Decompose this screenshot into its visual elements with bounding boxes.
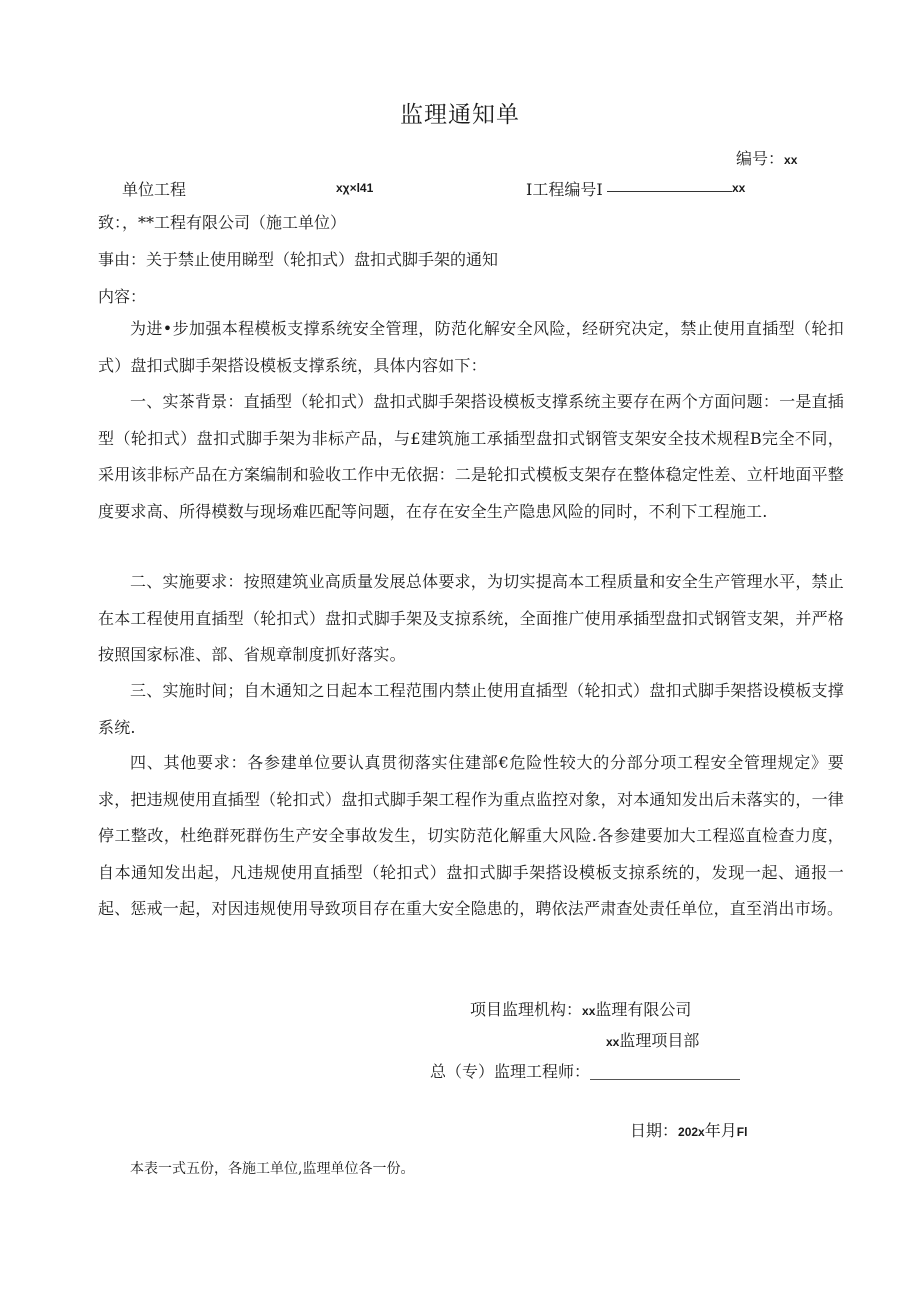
paragraph-requirements: 二、实施要求：按照建筑业高质量发展总体要求，为切实提高本工程质量和安全生产管理水平，禁止在本工程使用直插型（轮扣式）盘扣式脚手架及支掠系统，全面推广使用承插型盘扣式钢管支架，并严格按照国家标准、部、省规章制度抓好落实。 [98,572,844,664]
addressee-line: 致：，**工程有限公司（施工单位） [98,213,347,232]
date-label: 日期： [630,1121,679,1140]
date-year: 202x [678,1125,705,1139]
date-suffix: 年月 [704,1121,737,1140]
paragraph-intro: 为进•步加强本程模板支撑系统安全管理，防范化解安全风险，经研究决定，禁止使用直插型（轮扣式）盘扣式脚手架搭设模板支撑系统，具体内容如下： [98,319,844,375]
supervision-dept-name: 监理项目部 [619,1031,700,1050]
unit-project-label: 单位工程 [122,180,187,199]
subject-line: 事由：关于禁止使用睇型（轮扣式）盘扣式脚手架的通知 [98,250,499,269]
date-tail: Fl [736,1125,748,1139]
chief-engineer [430,1059,740,1082]
unit-project-value: xχ×l41 [336,181,374,195]
doc-number-value: xx [784,153,798,167]
paragraph-other: 四、其他要求：各参建单位要认真贯彻落实住建部€危险性较大的分部分项工程安全管理规定》要求，把违规使用直插型（轮扣式）盘扣式脚手架工程作为重点监控对象，对本通知发出后未落实的，一律停工整改，杜绝群死群伤生产安全事故发生，切实防范化解重大风险.各参建要加大工程巡直检查力度，自本通知发出起，凡违规使用直插型（轮扣式）盘扣式脚手架搭设模板支掠系统的，发现一起、通报一起、惩戒一起，对因违规使用导致项目存在重大安全隐患的，聘依法严肃查处责任单位，直至消出市场。 [98,753,844,918]
doc-number [736,146,797,169]
supervision-dept [606,1028,699,1051]
supervision-org [470,997,691,1020]
supervision-org-label: 项目监理机构： [470,1000,583,1019]
doc-number-label: 编号： [736,149,785,168]
project-code-label-text: I工程编号I [526,180,603,199]
signature-line [590,1063,740,1080]
chief-engineer-label: 总（专）监理工程师： [430,1062,591,1081]
paragraph-background: 一、实茶背景：直插型（轮扣式）盘扣式脚手架搭设模板支撑系统主要存在两个方面问题：一是直插型（轮扣式）盘扣式脚手架为非标产品，与£建筑施工承插型盘扣式钢管支架安全技术规程B完全不同，采用该非标产品在方案编制和验收工作中无依据：二是轮扣式模板支架存在整体稳定性差、立杆地面平整度要求高、所得模数与现场难匹配等问题，在存在安全生产隐患风险的同时，不利下工程施工. [98,392,844,521]
footnote: 本表一式五份，各施工单位,监理单位各一份。 [130,1161,415,1177]
project-code-label [526,177,732,200]
paragraph-timing: 三、实施时间；自木通知之日起本工程范围内禁止使用直插型（轮扣式）盘扣式脚手架搭设模板支撑系统. [98,681,844,737]
project-code-underline [607,191,732,192]
date-line [630,1118,747,1141]
supervision-org-name: 监理有限公司 [595,1000,692,1019]
supervision-dept-prefix: xx [606,1035,620,1049]
project-code-value: xx [732,181,746,195]
content-label: 内容： [98,287,147,306]
page-title: 监理通知单 [400,102,520,128]
supervision-org-prefix: xx [582,1004,596,1018]
